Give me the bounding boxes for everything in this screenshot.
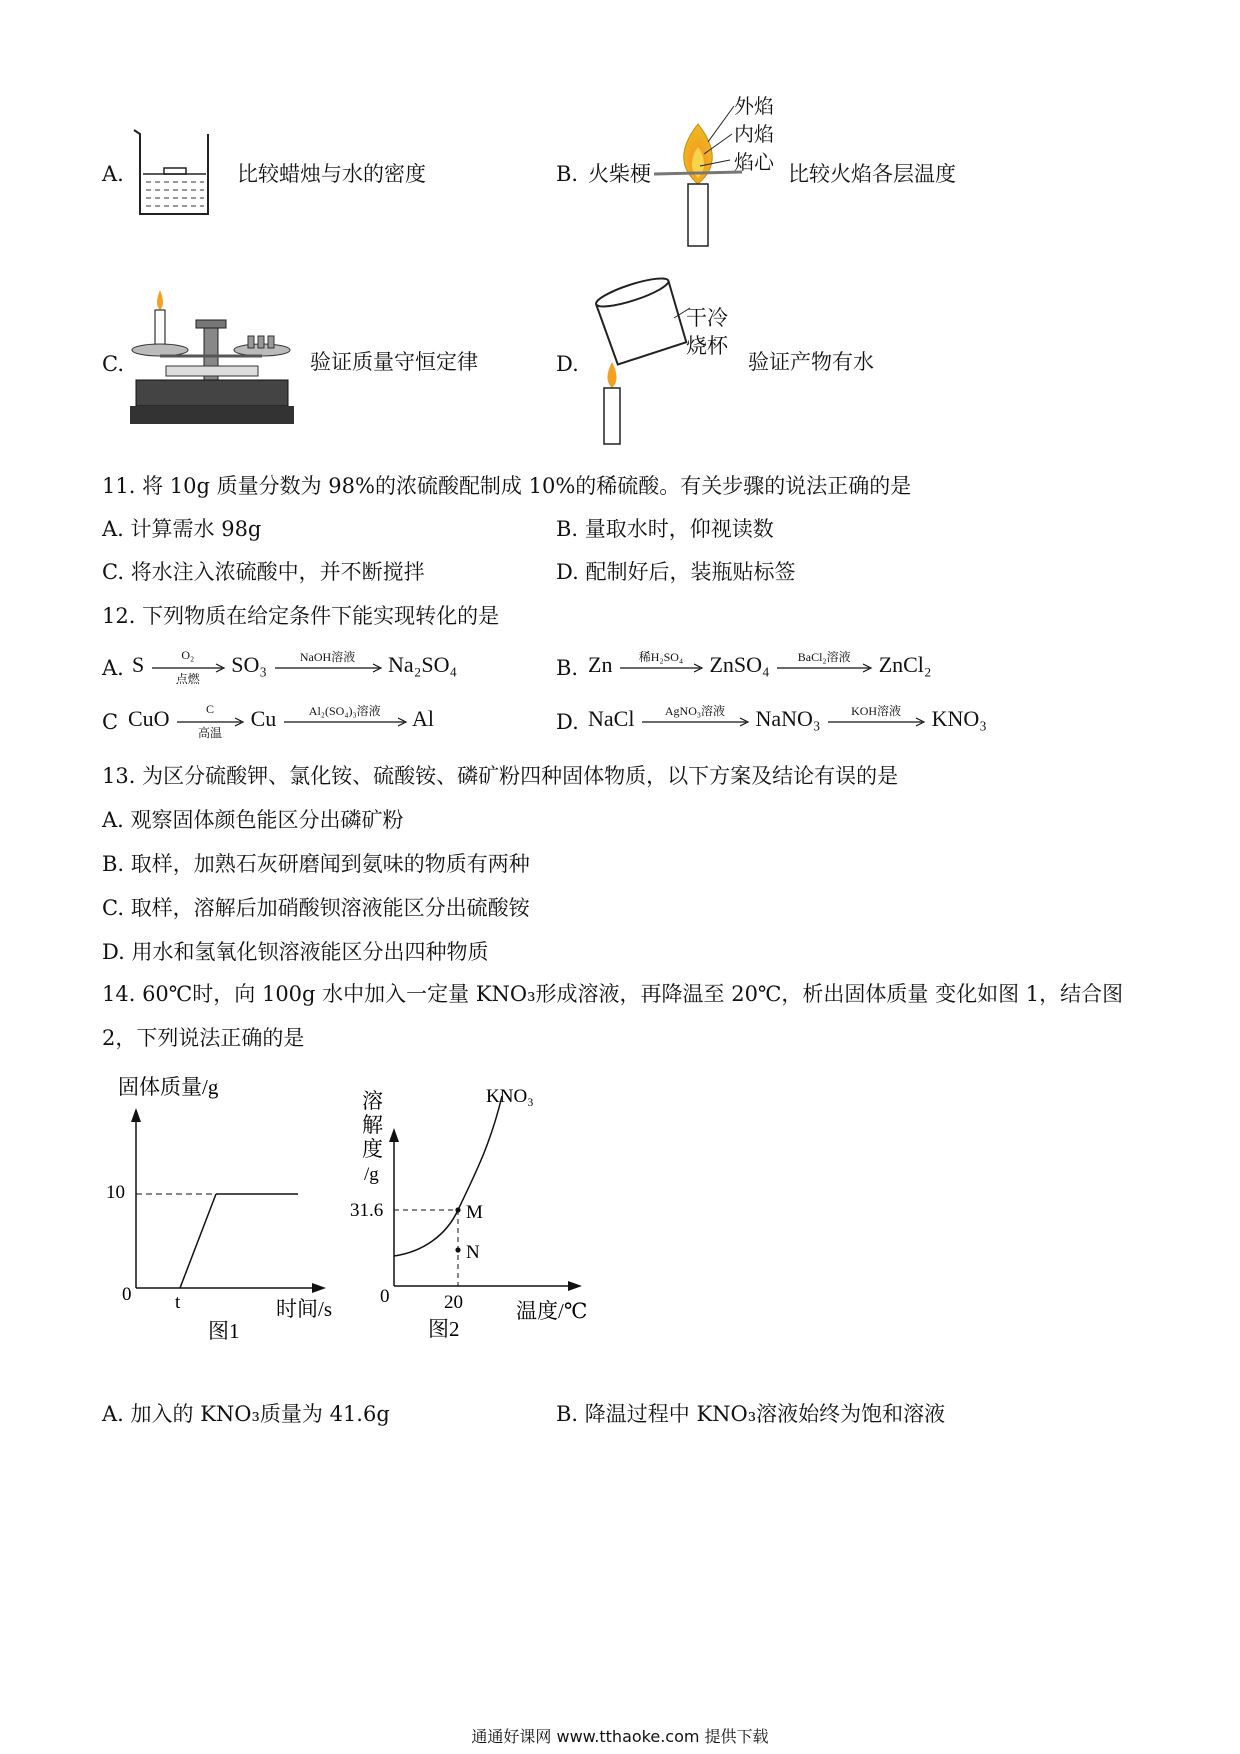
reaction-arrow (640, 706, 750, 736)
beaker-label: 烧杯 (686, 334, 728, 358)
substance: SO₃ (231, 652, 268, 678)
fig1-caption: 图1 (208, 1319, 240, 1343)
substance: Cu (250, 706, 277, 732)
q10-option-c-label: C. (102, 352, 124, 376)
q12-option-c-label: C (102, 710, 119, 734)
fig2-ylabel-4: /g (364, 1164, 379, 1185)
condition-top: 稀H₂SO₄ (638, 650, 684, 664)
q12-option-a-label: A. (102, 656, 124, 680)
q10-option-a-label: A. (102, 162, 124, 186)
q10-option-b-label: B. (556, 162, 579, 186)
condition-top: AgNO₃溶液 (664, 704, 726, 718)
substance: Na₂SO₄ (388, 652, 458, 678)
q14-option-b: B. 降温过程中 KNO₃溶液始终为饱和溶液 (556, 1402, 946, 1426)
point-m (455, 1207, 460, 1212)
condition-top: NaOH溶液 (299, 650, 356, 664)
q11-stem: 11. 将 10g 质量分数为 98%的浓硫酸配制成 10%的稀硫酸。有关步骤的说法正确的是 (102, 474, 912, 498)
condition-bottom: 高温 (198, 726, 223, 740)
substance: Zn (588, 652, 613, 678)
q13-option-b: B. 取样，加熟石灰研磨闻到氨味的物质有两种 (102, 852, 530, 876)
fig1-xlabel: 时间/s (276, 1297, 333, 1321)
q12-option-d-label: D. (556, 710, 579, 734)
q10-option-c-text: 验证质量守恒定律 (310, 350, 478, 374)
q11-option-c: C. 将水注入浓硫酸中，并不断搅拌 (102, 560, 425, 584)
fig2-curve-label: KNO₃ (486, 1086, 534, 1107)
fig2-ylabel-3: 度 (362, 1137, 383, 1161)
dry-cold-label: 干冷 (686, 306, 728, 330)
q13-stem: 13. 为区分硫酸钾、氯化铵、硫酸铵、磷矿粉四种固体物质，以下方案及结论有误的是 (102, 764, 899, 788)
reaction-arrow (618, 652, 704, 682)
q14-stem-line2: 2，下列说法正确的是 (102, 1026, 305, 1050)
fig1-xtick: t (175, 1292, 181, 1313)
fig2-point-n-label: N (466, 1242, 480, 1263)
fig2-point-m-label: M (466, 1202, 483, 1223)
q12-stem: 12. 下列物质在给定条件下能实现转化的是 (102, 604, 500, 628)
reaction-arrow (273, 652, 383, 682)
reaction-arrow (282, 706, 408, 736)
q10-option-d-label: D. (556, 352, 579, 376)
page-footer: 通通好课网 www.tthaoke.com 提供下载 (471, 1727, 769, 1746)
condition-top: C (206, 702, 215, 716)
fig2-ylabel-2: 解 (362, 1113, 383, 1137)
cold-beaker-candle-figure (590, 272, 700, 448)
fig2-caption: 图2 (428, 1317, 460, 1341)
fig2-origin: 0 (380, 1286, 390, 1307)
condition-top: KOH溶液 (851, 704, 902, 718)
condition-top: Al₂(SO₄)₃溶液 (308, 704, 381, 718)
q12-option-a-equation (132, 648, 458, 686)
q13-option-d: D. 用水和氢氧化钡溶液能区分出四种物质 (102, 940, 489, 964)
substance: S (132, 652, 145, 678)
q11-option-b: B. 量取水时，仰视读数 (556, 517, 774, 541)
substance: CuO (128, 706, 170, 732)
reaction-arrow (775, 652, 873, 682)
q12-option-c-equation (128, 702, 435, 740)
point-n (455, 1247, 460, 1252)
reaction-arrow (150, 648, 226, 686)
condition-bottom: 点燃 (175, 672, 200, 686)
reaction-arrow (826, 706, 926, 736)
q10-option-d-text: 验证产物有水 (748, 350, 874, 374)
q14-stem-line1: 14. 60℃时，向 100g 水中加入一定量 KNO₃形成溶液，再降温至 20℃，析出固体质量 变化如图 1，结合图 (102, 982, 1124, 1006)
substance: Al (412, 706, 435, 732)
q13-option-c: C. 取样，溶解后加硝酸钡溶液能区分出硫酸铵 (102, 896, 530, 920)
outer-flame-label: 外焰 (734, 94, 774, 118)
reaction-arrow (175, 702, 245, 740)
q11-option-d: D. 配制好后，装瓶贴标签 (556, 560, 796, 584)
q13-option-a: A. 观察固体颜色能区分出磷矿粉 (102, 808, 404, 832)
fig2-xtick: 20 (444, 1292, 463, 1313)
kno3-curve (394, 1096, 502, 1256)
condition-top: O₂ (181, 648, 195, 662)
fig2-xlabel: 温度/℃ (516, 1299, 588, 1323)
fig1-ylabel: 固体质量/g (118, 1075, 219, 1099)
fig1-origin: 0 (122, 1284, 132, 1305)
balance-scale-candle-figure (130, 284, 300, 432)
q12-option-d-equation (588, 706, 987, 736)
substance: NaCl (588, 706, 635, 732)
q12-option-b-label: B. (556, 656, 579, 680)
fig1-ytick: 10 (106, 1182, 125, 1203)
flame-core-label: 焰心 (734, 150, 774, 174)
substance: NaNO₃ (755, 706, 821, 732)
q14-option-a: A. 加入的 KNO₃质量为 41.6g (102, 1402, 390, 1426)
inner-flame-label: 内焰 (734, 122, 774, 146)
substance: ZnCl₂ (878, 652, 932, 678)
substance: ZnSO₄ (709, 652, 770, 678)
fig2-ytick: 31.6 (350, 1200, 384, 1221)
q10-option-a-text: 比较蜡烛与水的密度 (237, 162, 426, 186)
substance: KNO₃ (931, 706, 987, 732)
beaker-candle-water-figure (128, 126, 218, 218)
q12-option-b-equation (588, 652, 932, 682)
fig2-ylabel-1: 溶 (362, 1089, 383, 1113)
condition-top: BaCl₂溶液 (797, 650, 851, 664)
q10-option-b-text: 比较火焰各层温度 (788, 162, 956, 186)
q11-option-a: A. 计算需水 98g (102, 517, 262, 541)
figure-1-solid-mass-vs-time (100, 1068, 350, 1350)
matchstick-label: 火柴梗 (588, 162, 651, 186)
figure-2-solubility-curve (350, 1076, 600, 1352)
